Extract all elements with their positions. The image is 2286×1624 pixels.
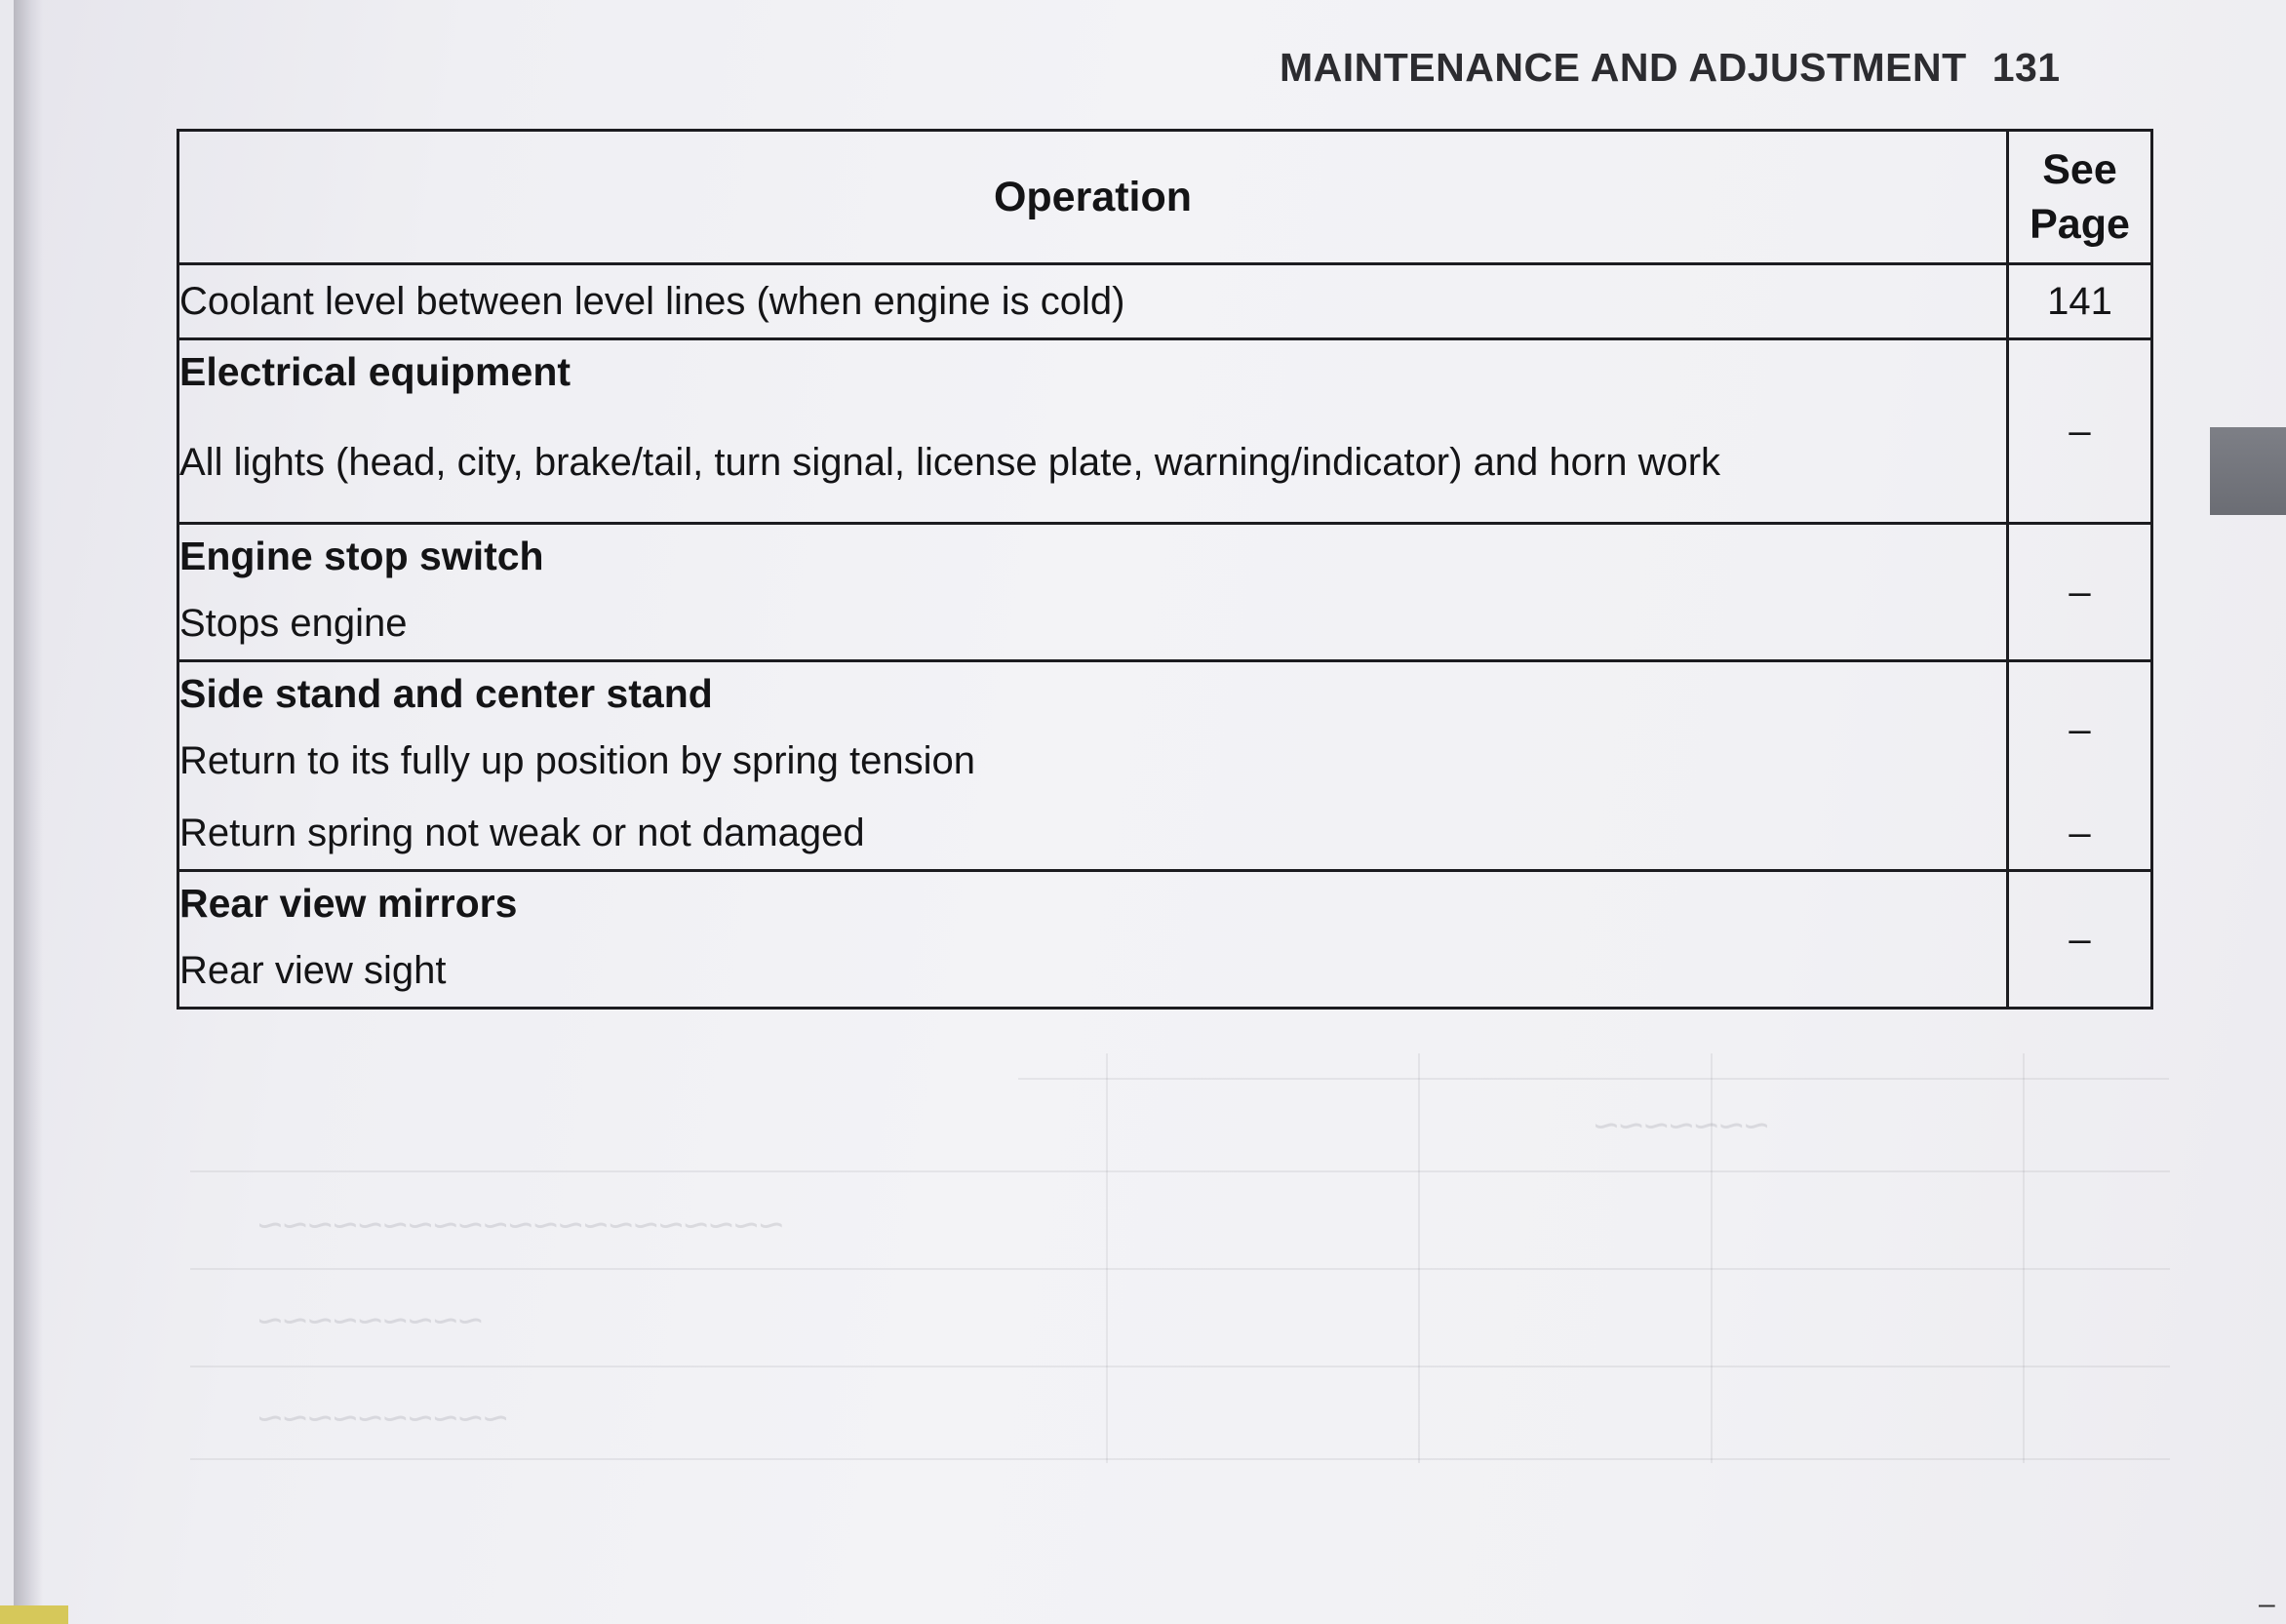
show-through-rule — [190, 1366, 2170, 1367]
see-page-value: – — [2008, 339, 2152, 524]
operation-item: Return to its fully up position by spring tension — [178, 725, 2008, 797]
table-row — [178, 339, 2152, 404]
operation-item: Coolant level between level lines (when engine is cold) — [178, 264, 2008, 339]
show-through-rule — [1106, 1053, 1108, 1463]
category-heading: Engine stop switch — [178, 524, 2008, 588]
show-through-rule — [190, 1170, 2170, 1172]
see-page-header-line2: Page — [2030, 201, 2130, 248]
table-row — [178, 403, 2152, 524]
running-head-section: MAINTENANCE AND ADJUSTMENT — [1280, 45, 1967, 90]
underlying-page-corner — [0, 1605, 68, 1624]
operation-item: Stops engine — [178, 587, 2008, 661]
operation-table — [177, 129, 2153, 1010]
page-binding-edge — [14, 0, 43, 1624]
show-through-text: ~~~~~~~ — [1594, 1102, 1769, 1150]
operation-item: Return spring not weak or not damaged — [178, 797, 2008, 871]
table-row — [178, 587, 2152, 661]
operation-item: All lights (head, city, brake/tail, turn signal, license plate, warning/indicator) and horn work — [178, 403, 2008, 524]
page-number: 131 — [1991, 45, 2061, 90]
category-heading: Side stand and center stand — [178, 661, 2008, 726]
show-through-text: ~~~~~~~~~~ — [257, 1395, 508, 1443]
page-corner-mark: – — [2259, 1588, 2275, 1620]
see-page-value: – — [2008, 661, 2152, 798]
see-page-header — [2008, 131, 2152, 264]
see-page-header-line1: See — [2042, 146, 2117, 193]
show-through-text: ~~~~~~~~~~~~~~~~~~~~~ — [257, 1202, 784, 1249]
category-heading: Rear view mirrors — [178, 871, 2008, 935]
table-row — [178, 725, 2152, 797]
see-page-value: 141 — [2008, 264, 2152, 339]
show-through-rule — [2023, 1053, 2025, 1463]
table-row — [178, 661, 2152, 726]
show-through-text: ~~~~~~~~~ — [257, 1297, 484, 1345]
category-heading: Electrical equipment — [178, 339, 2008, 404]
table-row — [178, 934, 2152, 1009]
table-row — [178, 871, 2152, 935]
table-row — [178, 797, 2152, 871]
show-through-rule — [1418, 1053, 1420, 1463]
table-row — [178, 264, 2152, 339]
show-through-rule — [190, 1458, 2170, 1460]
see-page-value: – — [2008, 871, 2152, 1009]
running-head — [1280, 45, 2061, 91]
table-header-row — [178, 131, 2152, 264]
operation-header: Operation — [178, 131, 2008, 264]
show-through-rule — [190, 1268, 2170, 1270]
operation-item: Rear view sight — [178, 934, 2008, 1009]
table-row — [178, 524, 2152, 588]
section-thumb-tab — [2210, 427, 2286, 515]
show-through-rule — [1711, 1053, 1713, 1463]
see-page-value: – — [2008, 524, 2152, 661]
show-through-rule — [1018, 1078, 2169, 1080]
see-page-value: – — [2008, 797, 2152, 871]
